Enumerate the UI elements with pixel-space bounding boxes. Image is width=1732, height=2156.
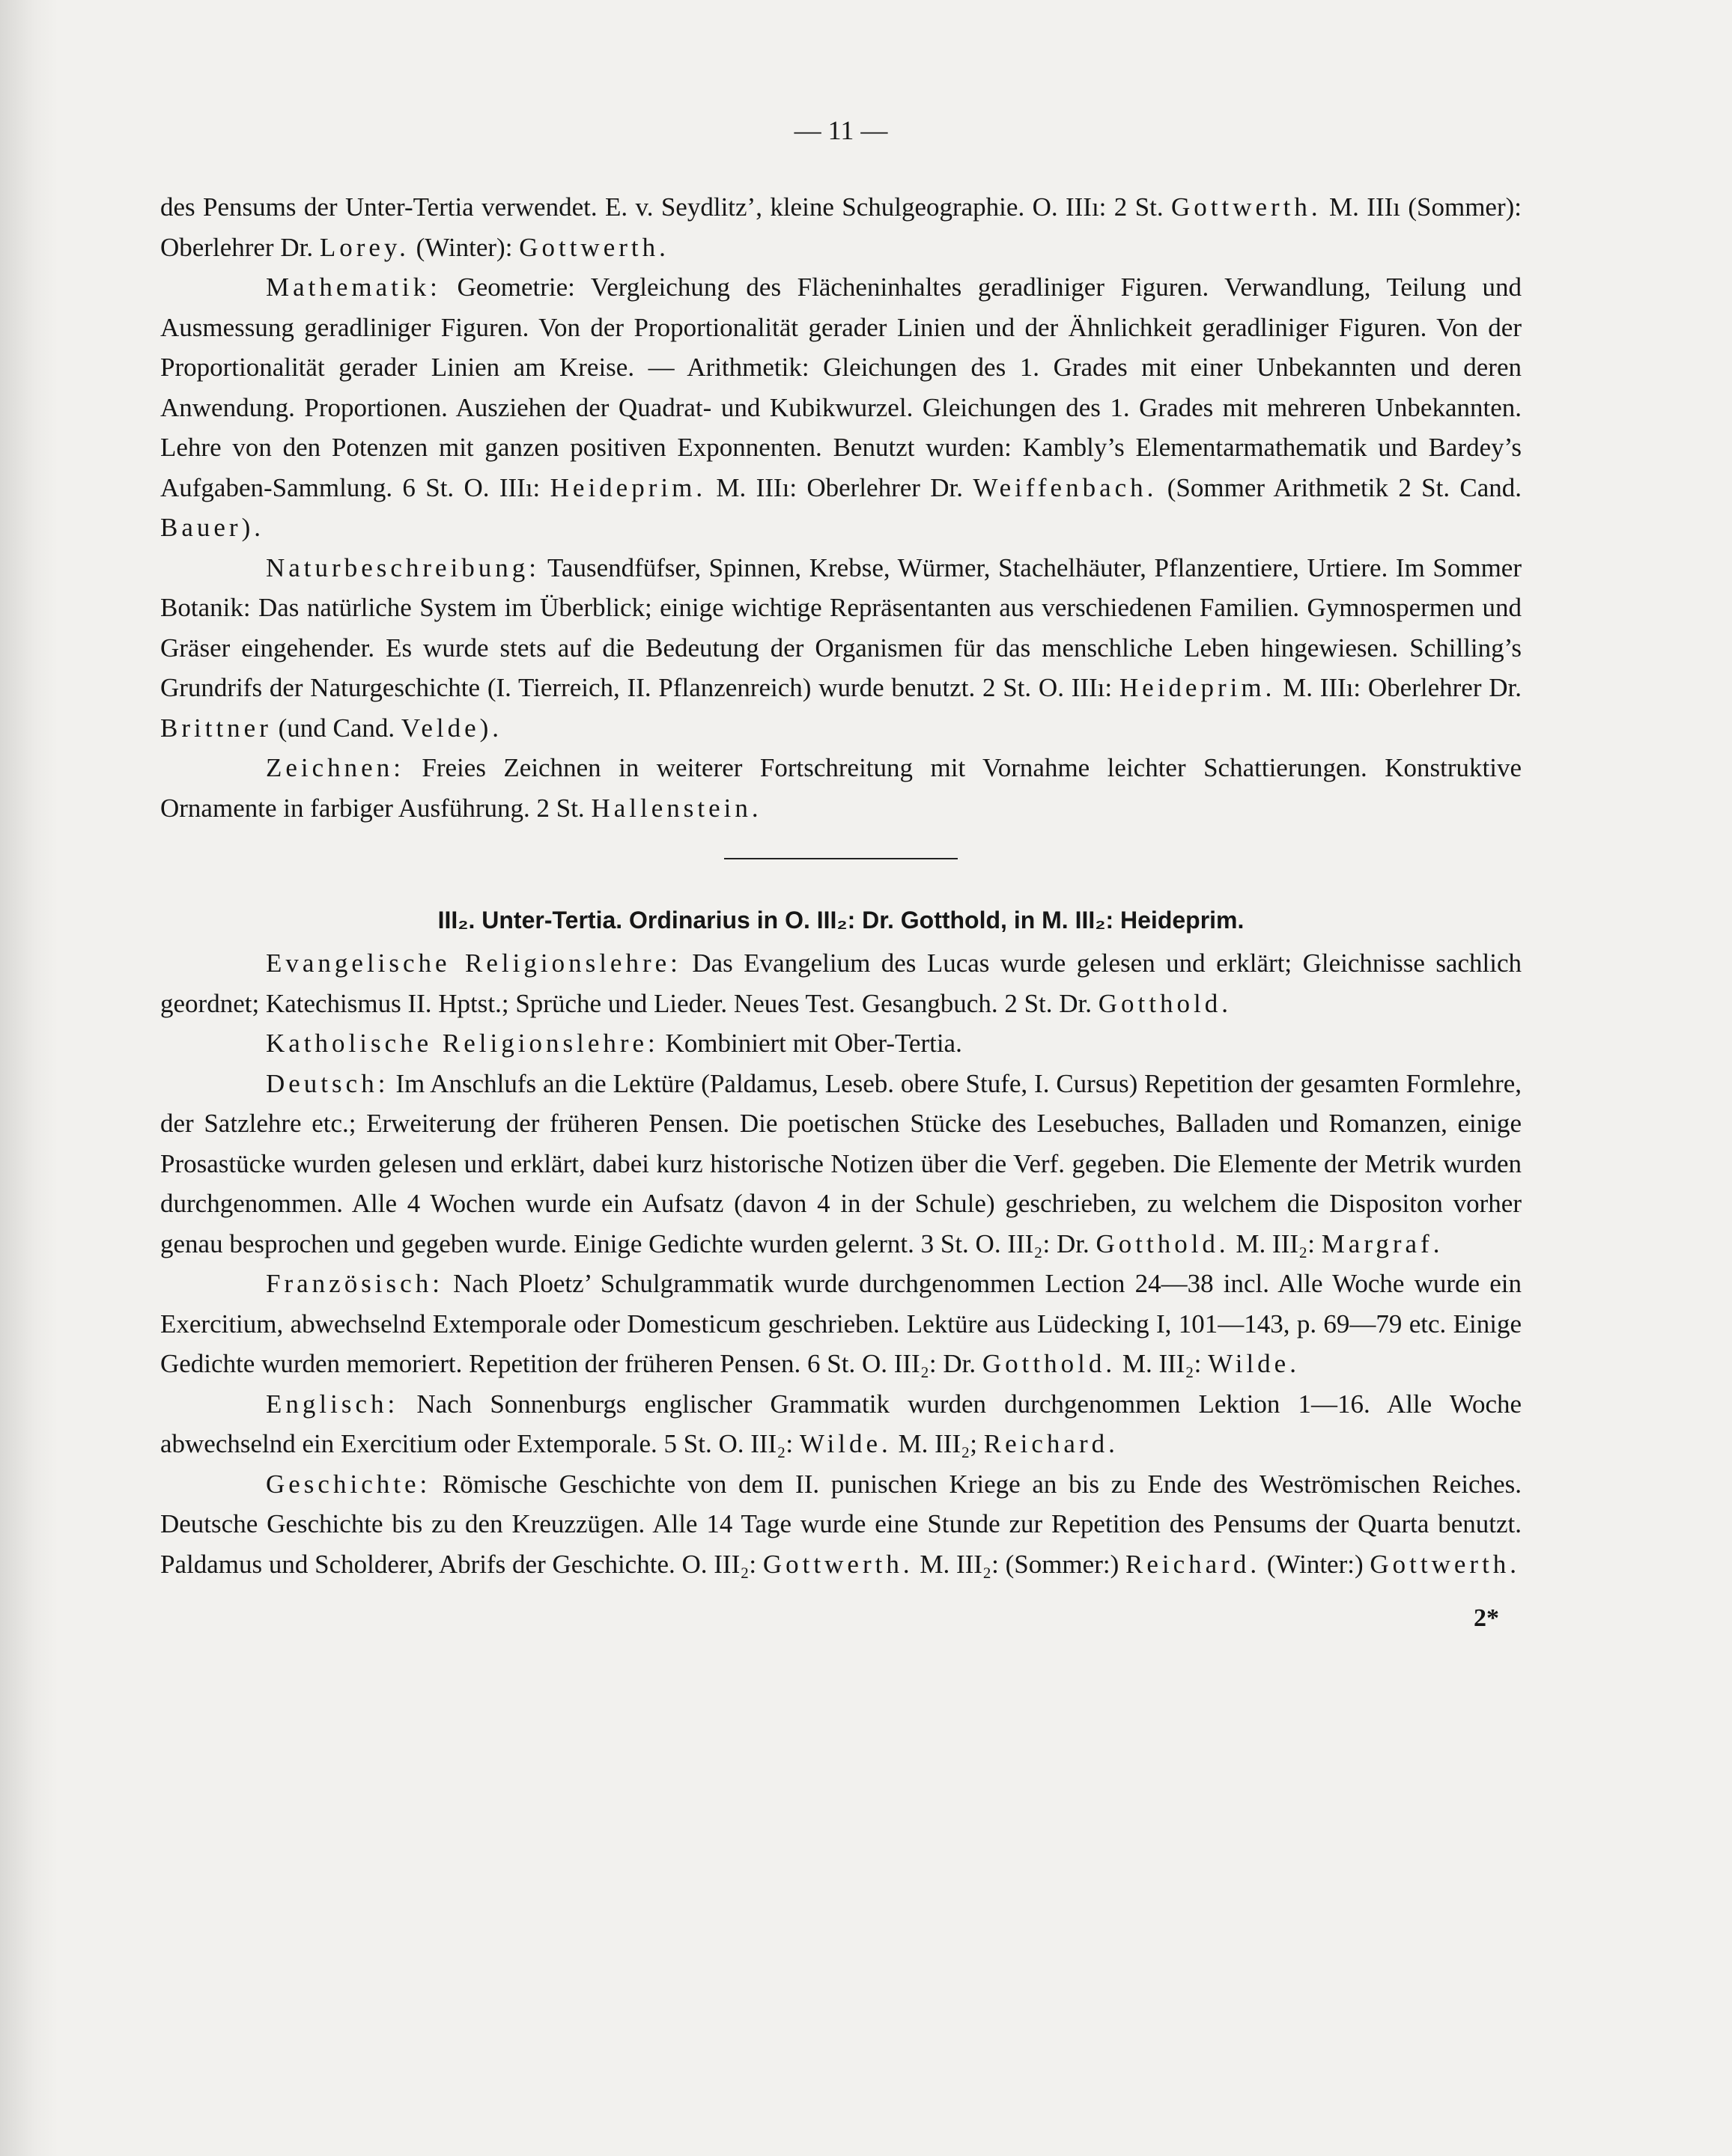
teacher-name: Gottwerth.	[762, 1549, 914, 1579]
section-divider	[724, 858, 958, 859]
teacher-name: Margraf.	[1321, 1228, 1444, 1258]
text: Das Evangelium des Lucas wurde gelesen und erklärt; Gleichnisse sachlich geordnet; Katechismus II. Hptst.; Sprüche und Lieder. Neues Test. Gesangbuch. 2 St. Dr.	[160, 948, 1522, 1018]
paragraph-geschichte	[160, 1464, 1522, 1585]
teacher-name: Brittner	[160, 713, 272, 743]
subject-title: Katholische Religionslehre:	[266, 1029, 659, 1058]
text: (Winter):	[416, 232, 513, 262]
text: M. IIIı: Oberlehrer Dr.	[1283, 673, 1522, 702]
text: (und Cand.	[278, 713, 395, 743]
text: Im Anschlufs an die Lektüre (Paldamus, Leseb. obere Stufe, I. Cursus) Repetition der gesamten Formlehre, der Satzlehre etc.; Erweiterung der früheren Pensen. Die poetischen Stücke des Lesebuches, Balladen und Romanzen, einige Prosastücke wurden gelesen und erklärt, dabei kurz historische Notizen über die Verf. gegeben. Die Elemente der Metrik wurden durchgenommen. Alle 4 Wochen wurde ein Aufsatz (davon 4 in der Schule) geschrieben, zu welchem die Dispositon vorher genau besprochen und gegeben wurde. Einige Gedichte wurden gelernt. 3 St. O. III₂: Dr.	[160, 1068, 1522, 1258]
teacher-name: Reichard.	[983, 1429, 1119, 1458]
teacher-name: Lorey.	[319, 232, 410, 262]
subject-title: Evangelische Religionslehre:	[266, 948, 681, 978]
page-number: — 11 —	[794, 115, 888, 145]
subject-title: Mathematik:	[266, 272, 441, 302]
text: Nach Sonnenburgs englischer Grammatik wurden durchgenommen Lektion 1—16. Alle Woche abwechselnd ein Exercitium oder Extemporale. 5 St. O. III₂:	[160, 1389, 1522, 1458]
text: Nach Ploetz’ Schulgrammatik wurde durchgenommen Lection 24—38 incl. Alle Woche wurde ein Exercitium, abwechselnd Extemporale oder Domesticum geschrieben. Lektüre aus Lüdecking I, 101—143, p. 69—79 etc. Einige Gedichte wurden memoriert. Repetition der früheren Pensen. 6 St. O. III₂: Dr.	[160, 1269, 1522, 1378]
paragraph-naturbeschreibung	[160, 548, 1522, 749]
text: M. III₂:	[1122, 1349, 1202, 1378]
teacher-name: Gottwerth.	[519, 232, 669, 262]
teacher-name: Gotthold.	[982, 1349, 1116, 1378]
text: Geometrie: Vergleichung des Flächeninhaltes geradliniger Figuren. Verwandlung, Teilung und Ausmessung geradliniger Figuren. Von der Proportionalität gerader Linien und der Ähnlichkeit geradliniger Figuren. Von der Proportionalität gerader Linien am Kreise. — Arithmetik: Gleichungen des 1. Grades mit einer Unbekannten und deren Anwendung. Proportionen. Ausziehen der Quadrat- und Kubikwurzel. Gleichungen des 1. Grades mit mehreren Unbekannten. Lehre von den Potenzen mit ganzen positiven Exponnenten. Benutzt wurden: Kambly’s Elementarmathematik und Bardey’s Aufgaben-Sammlung. 6 St. O. IIIı:	[160, 272, 1522, 502]
teacher-name: Velde).	[401, 713, 503, 743]
paragraph-evangelische-religion	[160, 943, 1522, 1023]
teacher-name: Gottwerth.	[1170, 192, 1322, 222]
subject-title: Englisch:	[266, 1389, 399, 1419]
teacher-name: Gottwerth.	[1370, 1549, 1521, 1579]
teacher-name: Weiffenbach.	[973, 472, 1158, 502]
paragraph-zeichnen	[160, 748, 1522, 828]
subject-title: Geschichte:	[266, 1469, 431, 1499]
teacher-name: Gotthold.	[1098, 988, 1232, 1018]
paragraph-franzoesisch	[160, 1264, 1522, 1384]
paragraph-intro	[160, 187, 1522, 267]
subject-title: Naturbeschreibung:	[266, 552, 541, 582]
teacher-name: Heideprim.	[1119, 673, 1276, 702]
text: Freies Zeichnen in weiterer Fortschreitung mit Vornahme leichter Schattierungen. Konstruktive Ornamente in farbiger Ausführung. 2 St.	[160, 753, 1522, 823]
signature-mark: 2*	[1474, 1604, 1499, 1632]
scan-edge	[0, 0, 58, 2156]
paragraph-deutsch	[160, 1064, 1522, 1264]
subject-title: Deutsch:	[266, 1068, 389, 1098]
teacher-name: Wilde.	[799, 1429, 892, 1458]
paragraph-katholische-religion	[160, 1023, 1522, 1064]
text: M. III₂;	[898, 1429, 978, 1458]
text: M. III₂:	[1236, 1228, 1315, 1258]
teacher-name: Heideprim.	[550, 472, 707, 502]
text: Römische Geschichte von dem II. punischen Kriege an bis zu Ende des Weströmischen Reiches. Deutsche Geschichte bis zu den Kreuzzügen. Alle 14 Tage wurde eine Stunde zur Repetition des Pensums der Quarta benutzt. Paldamus und Scholderer, Abrifs der Geschichte. O. III₂:	[160, 1469, 1522, 1579]
text: Kombiniert mit Ober-Tertia.	[665, 1029, 962, 1058]
text: (Winter:)	[1266, 1549, 1364, 1579]
teacher-name: Reichard.	[1125, 1549, 1261, 1579]
document-page	[160, 112, 1522, 1636]
paragraph-mathematik	[160, 267, 1522, 548]
text: Tausendfüfser, Spinnen, Krebse, Würmer, Stachelhäuter, Pflanzentiere, Urtiere. Im Sommer Botanik: Das natürliche System im Überblick; einige wichtige Repräsentanten aus verschiedenen Familien. Gymnospermen und Gräser eingehender. Es wurde stets auf die Bedeutung der Organismen für das menschliche Leben hingewiesen. Schilling’s Grundrifs der Naturgeschichte (I. Tierreich, II. Pflanzenreich) wurde benutzt. 2 St. O. IIIı:	[160, 552, 1522, 702]
text: M. IIIı (Sommer): Oberlehrer Dr.	[160, 192, 1522, 262]
paragraph-englisch	[160, 1384, 1522, 1464]
text: M. IIIı: Oberlehrer Dr.	[716, 472, 964, 502]
teacher-name: Wilde.	[1208, 1349, 1300, 1378]
text: (Sommer Arithmetik 2 St. Cand.	[1167, 472, 1522, 502]
subject-title: Zeichnen:	[266, 753, 404, 782]
teacher-name: Hallenstein.	[591, 793, 762, 823]
subject-title: Französisch:	[266, 1269, 443, 1298]
section-heading: III₂. Unter-Tertia. Ordinarius in O. III₂: Dr. Gotthold, in M. III₂: Heideprim.	[437, 907, 1245, 934]
teacher-name: Gotthold.	[1096, 1228, 1230, 1258]
teacher-name: Bauer).	[160, 513, 264, 542]
text: M. III₂: (Sommer:)	[920, 1549, 1119, 1579]
text: des Pensums der Unter-Tertia verwendet. E. v. Seydlitz’, kleine Schulgeographie. O. IIIı: 2 St.	[160, 192, 1164, 222]
